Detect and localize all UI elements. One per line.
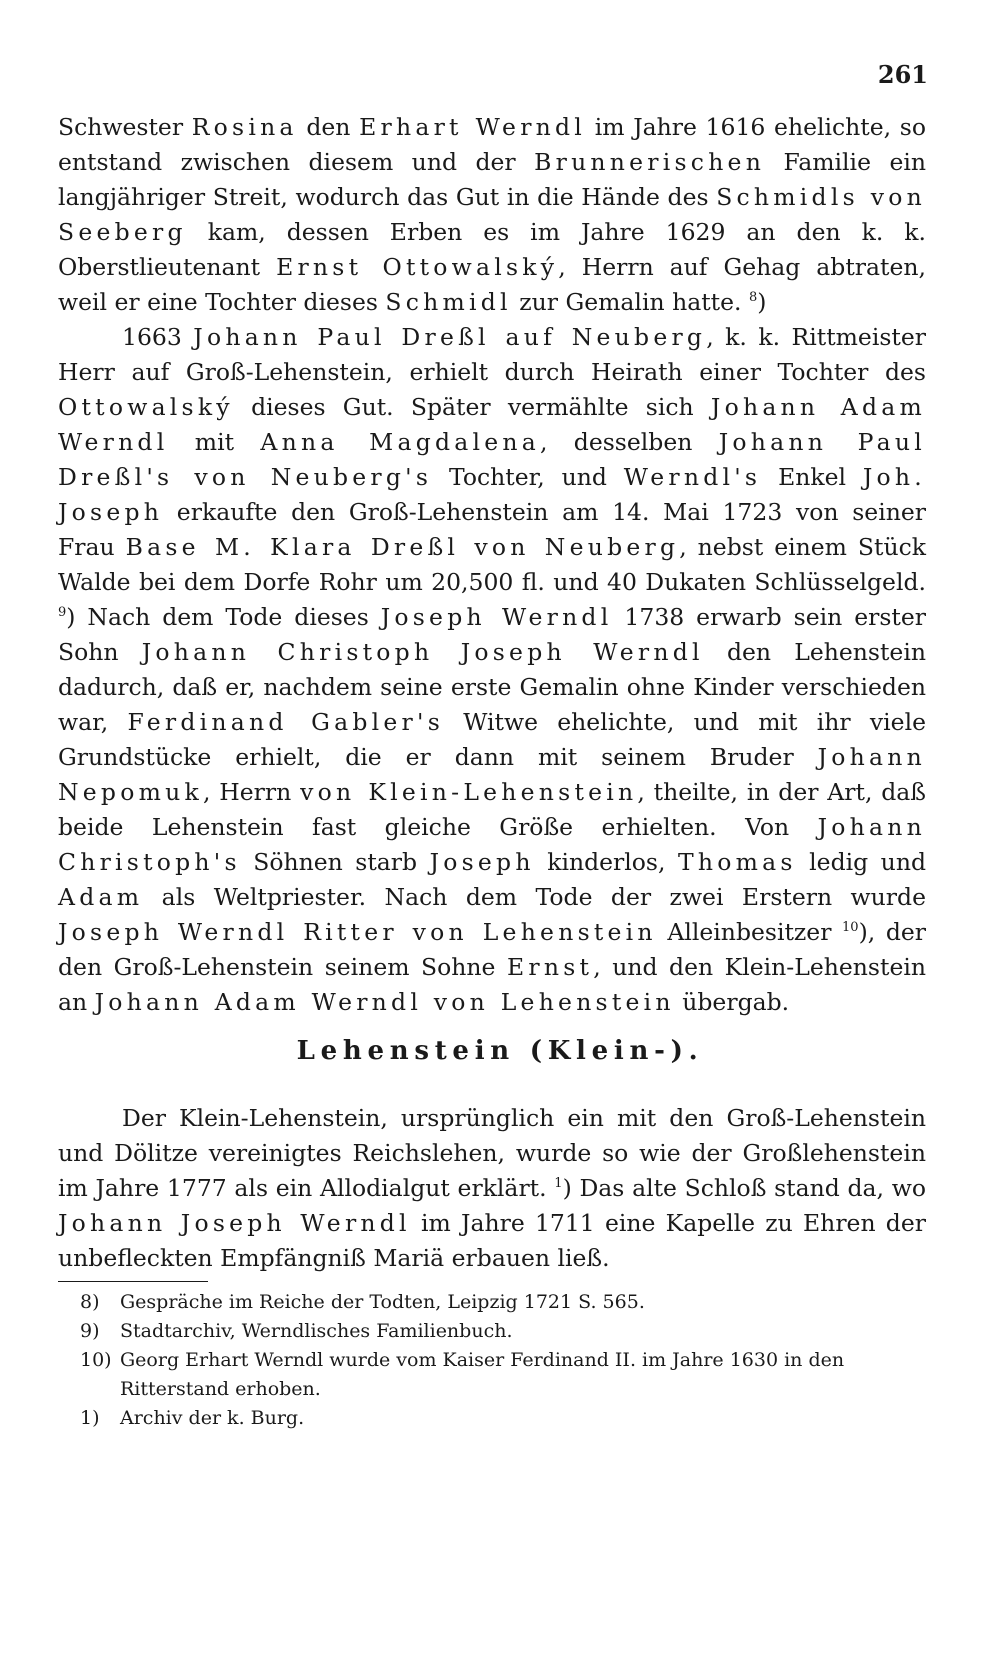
footnote-rule bbox=[58, 1281, 208, 1282]
text-run: Söhnen starb bbox=[240, 848, 430, 876]
text-run: , Herrn auf Gehag abtraten, weil er eine Tochter dieses bbox=[58, 253, 926, 316]
text-run: Alleinbesitzer bbox=[656, 918, 843, 946]
text-run: Familie ein langjähriger Streit, wodurch das Gut in die Hände des bbox=[58, 148, 926, 211]
emphasized-name: Johann Christoph's bbox=[58, 813, 926, 876]
footnote-number: 8) bbox=[80, 1291, 100, 1313]
footnote bbox=[80, 1317, 926, 1346]
text-run: Der Klein-Lehenstein, ursprünglich ein mit den Groß-Lehenstein und Dölitze vereinigtes Reichslehen, wurde so wie der Großlehenstein im Jahre 1777 als ein Allodialgut erklärt. bbox=[58, 1104, 926, 1202]
text-run: , und den Klein-Lehenstein an bbox=[58, 953, 926, 1016]
emphasized-name: Joseph bbox=[429, 848, 535, 876]
text-run: übergab. bbox=[674, 988, 790, 1016]
text-run: , Herrn bbox=[202, 778, 301, 806]
footnote-text: Stadtarchiv, Werndlisches Familienbuch. bbox=[120, 1320, 513, 1342]
emphasized-name: Johann Adam Werndl von Lehenstein bbox=[94, 988, 675, 1016]
text-run: den Lehenstein dadurch, daß er, nachdem seine erste Gemalin ohne Kinder verschieden war, bbox=[58, 638, 926, 736]
emphasized-name: Johann Joseph Werndl bbox=[58, 1209, 411, 1237]
text-run: , desselben bbox=[539, 428, 719, 456]
text-run: dieses Gut. Später vermählte sich bbox=[233, 393, 711, 421]
text-run: ), der den Groß-Lehenstein seinem Sohne bbox=[58, 918, 926, 981]
emphasized-name: Johann Adam Werndl bbox=[58, 393, 926, 456]
main-text-block bbox=[58, 110, 926, 1020]
section-text-block bbox=[58, 1101, 926, 1276]
footnote bbox=[80, 1288, 926, 1317]
emphasized-name: Ernst bbox=[507, 953, 594, 981]
emphasized-name: Joh. Joseph bbox=[58, 463, 926, 526]
footnote-text: Archiv der k. Burg. bbox=[120, 1407, 305, 1429]
emphasized-name: Anna Magdalena bbox=[260, 428, 540, 456]
text-run: ) Das alte Schloß stand da, wo bbox=[562, 1174, 926, 1202]
emphasized-name: Adam bbox=[58, 883, 144, 911]
text-run: den bbox=[297, 113, 360, 141]
footnote-number: 10) bbox=[80, 1349, 112, 1371]
emphasized-name: Erhart Werndl bbox=[359, 113, 587, 141]
footnotes bbox=[80, 1288, 926, 1433]
text-run: im Jahre 1616 ehelichte, so entstand zwischen diesem und der bbox=[58, 113, 927, 176]
text-run: , nebst einem Stück Walde bei dem Dorfe Rohr um 20,500 fl. und 40 Dukaten Schlüsselgeld. bbox=[58, 533, 926, 596]
text-run: ) Nach dem Tode dieses bbox=[66, 603, 381, 631]
text-run: im Jahre 1711 eine Kapelle zu Ehren der unbefleckten Empfängniß Mariä erbauen ließ. bbox=[58, 1209, 926, 1272]
emphasized-name: Johann Nepomuk bbox=[58, 743, 926, 806]
text-run: ledig und bbox=[796, 848, 926, 876]
emphasized-name: Rosina bbox=[191, 113, 298, 141]
emphasized-name: Ottowalský bbox=[58, 393, 234, 421]
emphasized-name: Werndl's bbox=[623, 463, 762, 491]
emphasized-name: Johann Paul Dreßl's von Neuberg's bbox=[58, 428, 926, 491]
emphasized-name: Johann Paul Dreßl auf Neuberg bbox=[193, 323, 707, 351]
emphasized-name: Joseph Werndl Ritter von Lehenstein bbox=[58, 918, 657, 946]
text-run: ) bbox=[757, 288, 767, 316]
footnote bbox=[80, 1346, 926, 1404]
emphasized-name: Johann Christoph Joseph Werndl bbox=[141, 638, 704, 666]
emphasized-name: Schmidl bbox=[385, 288, 512, 316]
emphasized-name: Ernst Ottowalský bbox=[276, 253, 559, 281]
text-run: 1663 bbox=[122, 323, 194, 351]
text-run: mit bbox=[168, 428, 261, 456]
text-run: kinderlos, bbox=[534, 848, 678, 876]
text-run: als Weltpriester. Nach dem Tode der zwei Erstern wurde bbox=[143, 883, 926, 911]
text-run: 1738 erwarb sein erster Sohn bbox=[58, 603, 927, 666]
footnote bbox=[80, 1404, 926, 1433]
text-run: Witwe ehelichte, und mit ihr viele Grundstücke erhielt, die er dann mit seinem Bruder bbox=[58, 708, 926, 771]
emphasized-name: Thomas bbox=[677, 848, 797, 876]
text-run: Schwester bbox=[58, 113, 192, 141]
emphasized-name: Joseph Werndl bbox=[380, 603, 613, 631]
text-run: erkaufte den Groß-Lehenstein am 14. Mai 1723 von seiner Frau bbox=[58, 498, 926, 561]
emphasized-name: Base M. Klara Dreßl von Neuberg bbox=[125, 533, 680, 561]
text-run: Tochter, und bbox=[432, 463, 624, 491]
paragraph bbox=[58, 110, 926, 320]
footnote-text: Gespräche im Reiche der Todten, Leipzig 1721 S. 565. bbox=[120, 1291, 645, 1313]
emphasized-name: Schmidls von Seeberg bbox=[58, 183, 926, 246]
footnote-reference: 1 bbox=[554, 1176, 563, 1192]
text-run: , k. k. Rittmeister Herr auf Groß-Lehenstein, erhielt durch Heirath einer Tochter des bbox=[58, 323, 927, 386]
emphasized-name: Brunnerischen bbox=[534, 148, 766, 176]
emphasized-name: Ferdinand Gabler's bbox=[127, 708, 444, 736]
emphasized-name: von Klein-Lehenstein bbox=[300, 778, 638, 806]
page-number: 261 bbox=[877, 60, 928, 89]
footnote-number: 1) bbox=[80, 1407, 100, 1429]
text-run: Enkel bbox=[761, 463, 863, 491]
footnote-reference: 10 bbox=[842, 920, 859, 936]
footnote-reference: 8 bbox=[748, 290, 758, 306]
section-heading: Lehenstein (Klein-). bbox=[296, 1036, 704, 1066]
footnote-reference: 9 bbox=[58, 605, 67, 621]
text-run: zur Gemalin hatte. bbox=[511, 288, 749, 316]
footnote-number: 9) bbox=[80, 1320, 100, 1342]
text-run: kam, dessen Erben es im Jahre 1629 an den k. k. Oberstlieutenant bbox=[58, 218, 926, 281]
text-run: , theilte, in der Art, daß beide Lehenstein fast gleiche Größe erhielten. Von bbox=[58, 778, 926, 841]
paragraph bbox=[58, 1101, 926, 1276]
paragraph bbox=[58, 320, 926, 1020]
footnote-text: Georg Erhart Werndl wurde vom Kaiser Ferdinand II. im Jahre 1630 in den Ritterstand erhoben. bbox=[120, 1349, 845, 1400]
